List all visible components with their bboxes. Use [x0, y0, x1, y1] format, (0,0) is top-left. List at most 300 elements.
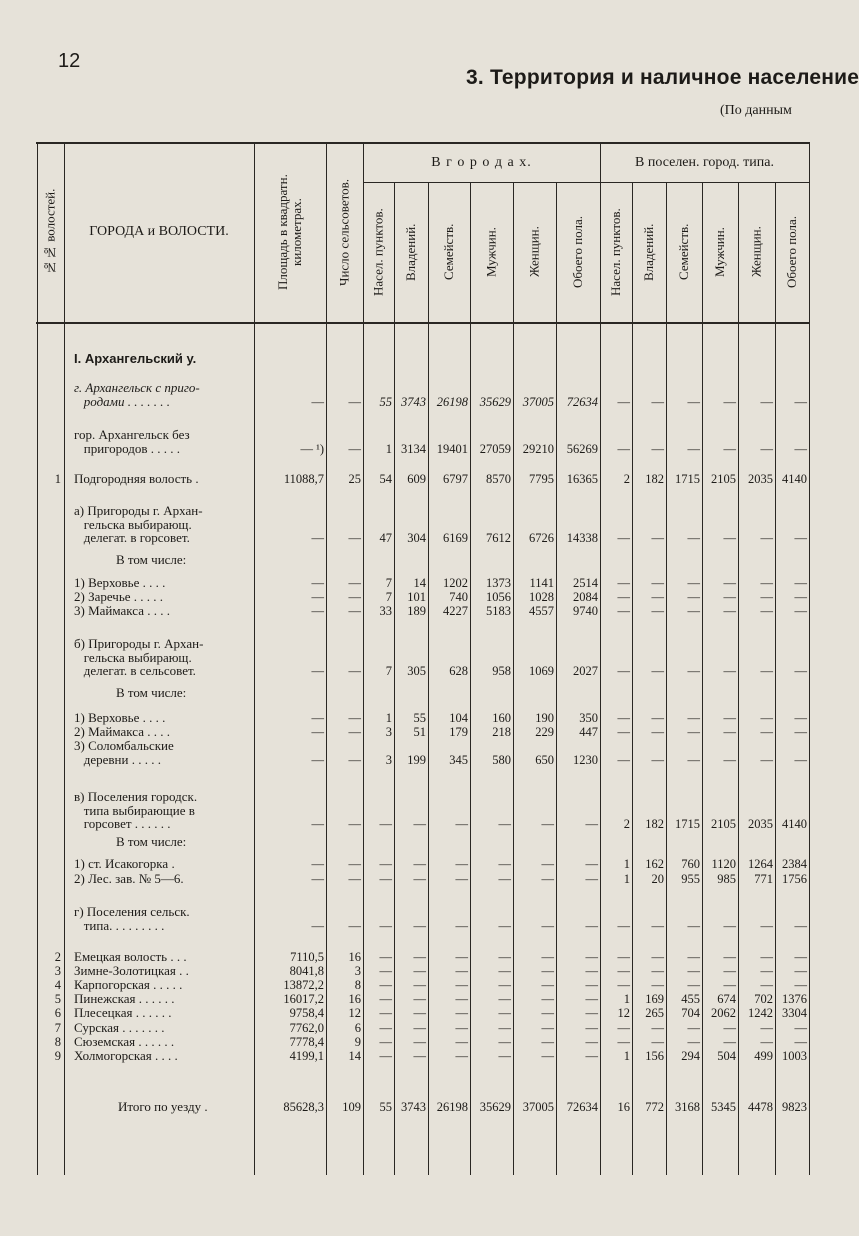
table-cell: 7: [385, 576, 392, 590]
table-cell: —: [760, 918, 773, 933]
row-label: Пинежская . . . . . .: [74, 991, 175, 1006]
table-cell: —: [455, 950, 468, 964]
header-cities-sub: Обоего пола.: [570, 216, 585, 288]
table-cell: —: [687, 752, 700, 767]
table-cell: —: [617, 531, 630, 545]
table-cell: 85628,3: [283, 1100, 324, 1114]
table-cell: 2514: [573, 576, 598, 590]
table-cell: —: [651, 576, 664, 590]
table-cell: —: [617, 1035, 630, 1049]
table-cell: 182: [645, 817, 664, 831]
row-label: Зимне-Золотицкая . .: [74, 963, 189, 978]
table-cell: —: [413, 1006, 426, 1020]
table-cell: 771: [754, 872, 773, 886]
table-cell: —: [687, 1035, 700, 1049]
header-cities-sub: Семейств.: [441, 223, 456, 281]
page-subtitle: (По данным: [720, 103, 792, 118]
table-cell: 455: [681, 992, 700, 1006]
table-cell: —: [617, 918, 630, 933]
table-cell: 1230: [573, 752, 598, 767]
table-cell: —: [723, 590, 736, 604]
table-cell: 955: [681, 872, 700, 886]
table-cell: —: [311, 857, 324, 871]
table-cell: 55: [379, 394, 392, 409]
table-cell: —: [651, 441, 664, 456]
table-cell: 3743: [401, 394, 426, 409]
header-cities-sub: Насел. пунктов.: [370, 208, 386, 296]
table-cell: —: [498, 872, 511, 886]
table-cell: —: [760, 576, 773, 590]
table-cell: 6: [354, 1021, 361, 1035]
table-cell: —: [794, 590, 807, 604]
header-group-settlements: В поселен. город. типа.: [635, 155, 774, 170]
row-label: Холмогорская . . . .: [74, 1048, 178, 1063]
table-cell: 3134: [401, 441, 426, 456]
table-cell: —: [651, 978, 664, 992]
header-bottom-rule: [36, 322, 810, 324]
table-cell: 156: [645, 1049, 664, 1063]
table-cell: —: [311, 394, 324, 409]
table-cell: —: [455, 1035, 468, 1049]
table-cell: —: [687, 1021, 700, 1035]
table-cell: —: [794, 604, 807, 618]
table-cell: —: [723, 664, 736, 678]
table-cell: —: [541, 1049, 554, 1063]
table-cell: 26198: [436, 1100, 468, 1114]
table-cell: —: [760, 711, 773, 725]
header-area: Площадь в квадратн. километрах.: [275, 174, 304, 290]
table-cell: —: [651, 1021, 664, 1035]
row-label: б) Пригороды г. Архан- гельска выбирающ. делегат. в сельсовет.: [74, 636, 204, 678]
table-cell: —: [541, 992, 554, 1006]
table-cell: 72634: [566, 394, 598, 409]
table-cell: —: [498, 918, 511, 933]
table-cell: —: [498, 978, 511, 992]
table-cell: 4557: [529, 604, 554, 618]
table-cell: —: [379, 950, 392, 964]
table-cell: 2035: [748, 472, 773, 486]
table-cell: —: [541, 857, 554, 871]
table-cell: —: [723, 576, 736, 590]
table-cell: —: [723, 964, 736, 978]
table-cell: 704: [681, 1006, 700, 1020]
table-cell: —: [498, 1035, 511, 1049]
table-cell: —: [311, 576, 324, 590]
table-cell: 190: [535, 711, 554, 725]
table-cell: —: [794, 576, 807, 590]
table-cell: —: [723, 531, 736, 545]
row-label: Сюземская . . . . . .: [74, 1034, 175, 1049]
table-cell: —: [617, 576, 630, 590]
table-cell: 6797: [443, 472, 468, 486]
table-cell: —: [794, 1021, 807, 1035]
table-cell: 189: [407, 604, 426, 618]
table-cell: 9758,4: [289, 1006, 324, 1020]
table-cell: 9740: [573, 604, 598, 618]
volost-number: 2: [54, 950, 61, 964]
table-cell: —: [541, 1006, 554, 1020]
table-cell: 109: [342, 1100, 361, 1114]
table-cell: 4199,1: [289, 1049, 324, 1063]
table-cell: —: [541, 950, 554, 964]
table-cell: —: [651, 394, 664, 409]
row-label: г. Архангельск с приго- родами . . . . . . .: [74, 380, 200, 409]
volost-number: 9: [54, 1049, 61, 1063]
table-cell: —: [348, 576, 361, 590]
table-cell: 55: [413, 711, 426, 725]
table-cell: —: [311, 664, 324, 678]
table-cell: —: [794, 711, 807, 725]
table-cell: —: [413, 1049, 426, 1063]
column-rule: [809, 142, 810, 1175]
table-cell: 7778,4: [289, 1035, 324, 1049]
table-cell: —: [794, 950, 807, 964]
table-cell: —: [585, 1021, 598, 1035]
table-cell: 16365: [566, 472, 598, 486]
table-cell: —: [723, 978, 736, 992]
table-cell: —: [760, 978, 773, 992]
header-settlements-sub: Женщин.: [748, 226, 764, 278]
table-cell: 3743: [401, 1100, 426, 1114]
table-cell: —: [348, 817, 361, 831]
table-cell: —: [413, 978, 426, 992]
table-cell: 1056: [486, 590, 511, 604]
table-cell: 4478: [748, 1100, 773, 1114]
table-cell: —: [379, 1021, 392, 1035]
table-cell: 9823: [782, 1100, 807, 1114]
subheading-in-number: В том числе:: [116, 685, 187, 700]
table-cell: —: [585, 992, 598, 1006]
table-cell: —: [723, 711, 736, 725]
table-cell: — ¹): [300, 441, 324, 456]
table-cell: 1715: [675, 817, 700, 831]
table-cell: —: [723, 604, 736, 618]
header-settlements-sub: Насел. пунктов.: [608, 208, 623, 296]
table-cell: —: [311, 590, 324, 604]
table-cell: —: [794, 964, 807, 978]
table-cell: —: [687, 394, 700, 409]
table-cell: —: [413, 817, 426, 831]
row-label: в) Поселения городск. типа выбирающие в горсовет . . . . . .: [74, 789, 198, 831]
table-cell: —: [455, 978, 468, 992]
table-cell: —: [379, 1006, 392, 1020]
table-cell: —: [498, 1006, 511, 1020]
table-cell: —: [379, 857, 392, 871]
table-cell: —: [413, 992, 426, 1006]
table-cell: —: [348, 664, 361, 678]
row-label: 1) Верховье . . . .: [74, 575, 166, 590]
table-cell: 104: [449, 711, 468, 725]
table-cell: 51: [413, 725, 426, 739]
table-cell: —: [348, 590, 361, 604]
table-cell: —: [348, 752, 361, 767]
table-cell: —: [687, 604, 700, 618]
table-cell: 16: [348, 950, 361, 964]
table-cell: 3304: [782, 1006, 807, 1020]
table-cell: —: [687, 590, 700, 604]
table-cell: 20: [651, 872, 664, 886]
table-cell: —: [723, 918, 736, 933]
table-cell: 1: [385, 711, 392, 725]
header-cities-sub: Женщин.: [526, 226, 542, 278]
table-cell: —: [760, 1035, 773, 1049]
table-cell: 8041,8: [289, 964, 324, 978]
table-cell: 740: [449, 590, 468, 604]
table-cell: 1202: [443, 576, 468, 590]
table-cell: —: [541, 964, 554, 978]
table-cell: 16: [617, 1100, 630, 1114]
table-cell: —: [541, 1021, 554, 1035]
table-cell: —: [651, 1035, 664, 1049]
table-cell: —: [311, 711, 324, 725]
table-cell: 11088,7: [283, 472, 324, 486]
table-cell: 305: [407, 664, 426, 678]
table-cell: —: [498, 1021, 511, 1035]
table-cell: —: [498, 817, 511, 831]
table-cell: 6169: [443, 531, 468, 545]
table-cell: —: [455, 992, 468, 1006]
header-settlements-sub: Владений.: [641, 223, 656, 281]
table-cell: 3: [385, 752, 392, 767]
header-names: ГОРОДА и ВОЛОСТИ.: [89, 224, 229, 239]
table-cell: —: [651, 590, 664, 604]
table-cell: 499: [754, 1049, 773, 1063]
volost-number: 6: [54, 1006, 61, 1020]
row-label: 3) Соломбальские деревни . . . . .: [74, 738, 174, 767]
table-cell: —: [498, 964, 511, 978]
table-cell: —: [348, 531, 361, 545]
table-cell: —: [585, 1035, 598, 1049]
table-cell: 14: [348, 1049, 361, 1063]
table-cell: 1373: [486, 576, 511, 590]
table-cell: 1: [623, 872, 630, 886]
table-cell: 19401: [436, 441, 468, 456]
table-cell: 7: [385, 664, 392, 678]
row-label: 1) ст. Исакогорка .: [74, 856, 175, 871]
table-cell: —: [413, 964, 426, 978]
table-cell: —: [723, 441, 736, 456]
header-settlements-sub: Мужчин.: [712, 227, 727, 277]
table-cell: —: [687, 664, 700, 678]
table-cell: —: [348, 394, 361, 409]
table-cell: 580: [492, 752, 511, 767]
row-label: 2) Заречье . . . . .: [74, 589, 164, 604]
row-label: а) Пригороды г. Архан- гельска выбирающ. делегат. в горсовет.: [74, 503, 203, 545]
table-cell: —: [348, 918, 361, 933]
header-cities-sub: Мужчин.: [483, 227, 499, 277]
table-cell: —: [585, 918, 598, 933]
table-cell: 1: [623, 992, 630, 1006]
table-cell: —: [687, 576, 700, 590]
table-cell: 160: [492, 711, 511, 725]
table-cell: 179: [449, 725, 468, 739]
table-cell: —: [498, 857, 511, 871]
table-cell: 16017,2: [283, 992, 324, 1006]
table-cell: —: [585, 817, 598, 831]
table-cell: 37005: [522, 394, 554, 409]
table-cell: 1264: [748, 857, 773, 871]
table-cell: —: [760, 950, 773, 964]
subheading-in-number: В том числе:: [116, 834, 187, 849]
table-cell: —: [760, 725, 773, 739]
table-cell: 8570: [486, 472, 511, 486]
table-cell: —: [617, 394, 630, 409]
table-cell: —: [348, 857, 361, 871]
table-cell: 199: [407, 752, 426, 767]
volost-number: 1: [54, 472, 61, 486]
row-label: Плесецкая . . . . . .: [74, 1005, 172, 1020]
table-cell: 72634: [566, 1100, 598, 1114]
table-cell: —: [651, 964, 664, 978]
table-cell: 3: [385, 725, 392, 739]
table-cell: —: [348, 711, 361, 725]
table-cell: 2384: [782, 857, 807, 871]
table-cell: 7110,5: [290, 950, 324, 964]
header-volost-number: №№ волостей.: [42, 188, 58, 276]
table-cell: 304: [407, 531, 426, 545]
table-cell: —: [311, 531, 324, 545]
table-cell: 2105: [711, 817, 736, 831]
row-label: г) Поселения сельск. типа. . . . . . . . .: [74, 904, 190, 933]
table-cell: 3: [354, 964, 361, 978]
volost-number: 8: [54, 1035, 61, 1049]
table-cell: —: [687, 964, 700, 978]
row-label: гор. Архангельск без пригородов . . . . .: [74, 427, 190, 456]
volost-number: 4: [54, 978, 61, 992]
table-cell: —: [413, 1035, 426, 1049]
row-label: 2) Маймакса . . . .: [74, 724, 170, 739]
subheading-in-number: В том числе:: [116, 552, 187, 567]
table-cell: —: [379, 918, 392, 933]
table-cell: 25: [348, 472, 361, 486]
table-cell: —: [617, 604, 630, 618]
table-cell: —: [651, 711, 664, 725]
table-cell: 2062: [711, 1006, 736, 1020]
table-cell: 5345: [711, 1100, 736, 1114]
table-cell: 2: [623, 817, 630, 831]
table-cell: 229: [535, 725, 554, 739]
header-councils: Число сельсоветов.: [336, 178, 352, 286]
table-cell: —: [541, 817, 554, 831]
table-cell: —: [687, 725, 700, 739]
table-cell: 12: [617, 1006, 630, 1020]
table-cell: —: [651, 531, 664, 545]
table-cell: —: [455, 1021, 468, 1035]
table-cell: —: [760, 752, 773, 767]
table-cell: 29210: [522, 441, 554, 456]
table-cell: —: [585, 872, 598, 886]
table-cell: 16: [348, 992, 361, 1006]
table-cell: 2027: [573, 664, 598, 678]
table-cell: —: [794, 394, 807, 409]
table-cell: —: [379, 817, 392, 831]
table-cell: —: [651, 725, 664, 739]
table-cell: 182: [645, 472, 664, 486]
table-cell: —: [760, 441, 773, 456]
table-cell: —: [413, 950, 426, 964]
table-cell: —: [687, 531, 700, 545]
table-cell: —: [794, 531, 807, 545]
table-cell: —: [541, 918, 554, 933]
table-cell: —: [379, 872, 392, 886]
table-cell: 2084: [573, 590, 598, 604]
table-cell: 702: [754, 992, 773, 1006]
row-label: Карпогорская . . . . .: [74, 977, 183, 992]
table-cell: —: [651, 918, 664, 933]
volost-number: 7: [54, 1021, 61, 1035]
table-cell: 772: [645, 1100, 664, 1114]
table-cell: 56269: [566, 441, 598, 456]
table-cell: 55: [379, 1100, 392, 1114]
page-number: 12: [58, 50, 81, 72]
table-cell: —: [794, 441, 807, 456]
table-cell: —: [687, 441, 700, 456]
table-cell: —: [687, 978, 700, 992]
table-cell: 1: [623, 857, 630, 871]
volost-number: 3: [54, 964, 61, 978]
table-cell: —: [760, 394, 773, 409]
table-cell: 1028: [529, 590, 554, 604]
table-cell: 1069: [529, 664, 554, 678]
table-cell: —: [541, 872, 554, 886]
table-cell: 1120: [711, 857, 736, 871]
table-cell: 27059: [479, 441, 511, 456]
table-cell: —: [651, 664, 664, 678]
table-cell: —: [413, 1021, 426, 1035]
table-cell: —: [311, 604, 324, 618]
table-cell: —: [585, 964, 598, 978]
table-cell: 1376: [782, 992, 807, 1006]
table-cell: 294: [681, 1049, 700, 1063]
table-cell: 218: [492, 725, 511, 739]
column-rule: [64, 142, 65, 1175]
table-cell: —: [687, 918, 700, 933]
table-cell: 35629: [479, 1100, 511, 1114]
table-cell: —: [413, 872, 426, 886]
header-group-cities: В г о р о д а х.: [431, 155, 532, 170]
table-cell: 350: [579, 711, 598, 725]
table-cell: —: [617, 711, 630, 725]
table-cell: 47: [379, 531, 392, 545]
header-cities-sub: Владений.: [403, 223, 418, 281]
table-cell: —: [687, 950, 700, 964]
table-cell: —: [311, 752, 324, 767]
table-cell: —: [379, 1049, 392, 1063]
table-cell: —: [651, 604, 664, 618]
row-label: 2) Лес. зав. № 5—6.: [74, 871, 184, 886]
table-cell: 7795: [529, 472, 554, 486]
table-cell: 1: [623, 1049, 630, 1063]
table-cell: —: [617, 725, 630, 739]
table-cell: —: [311, 918, 324, 933]
table-cell: —: [794, 752, 807, 767]
table-cell: —: [455, 964, 468, 978]
table-cell: 37005: [522, 1100, 554, 1114]
table-cell: 504: [717, 1049, 736, 1063]
table-cell: —: [794, 725, 807, 739]
table-cell: —: [541, 978, 554, 992]
table-cell: 760: [681, 857, 700, 871]
table-cell: 1756: [782, 872, 807, 886]
row-label: Подгородняя волость .: [74, 471, 199, 486]
table-cell: —: [760, 531, 773, 545]
total-label: Итого по уезду .: [118, 1099, 208, 1114]
table-cell: 33: [379, 604, 392, 618]
table-cell: —: [617, 590, 630, 604]
table-cell: 447: [579, 725, 598, 739]
table-cell: —: [723, 1021, 736, 1035]
table-cell: 4227: [443, 604, 468, 618]
